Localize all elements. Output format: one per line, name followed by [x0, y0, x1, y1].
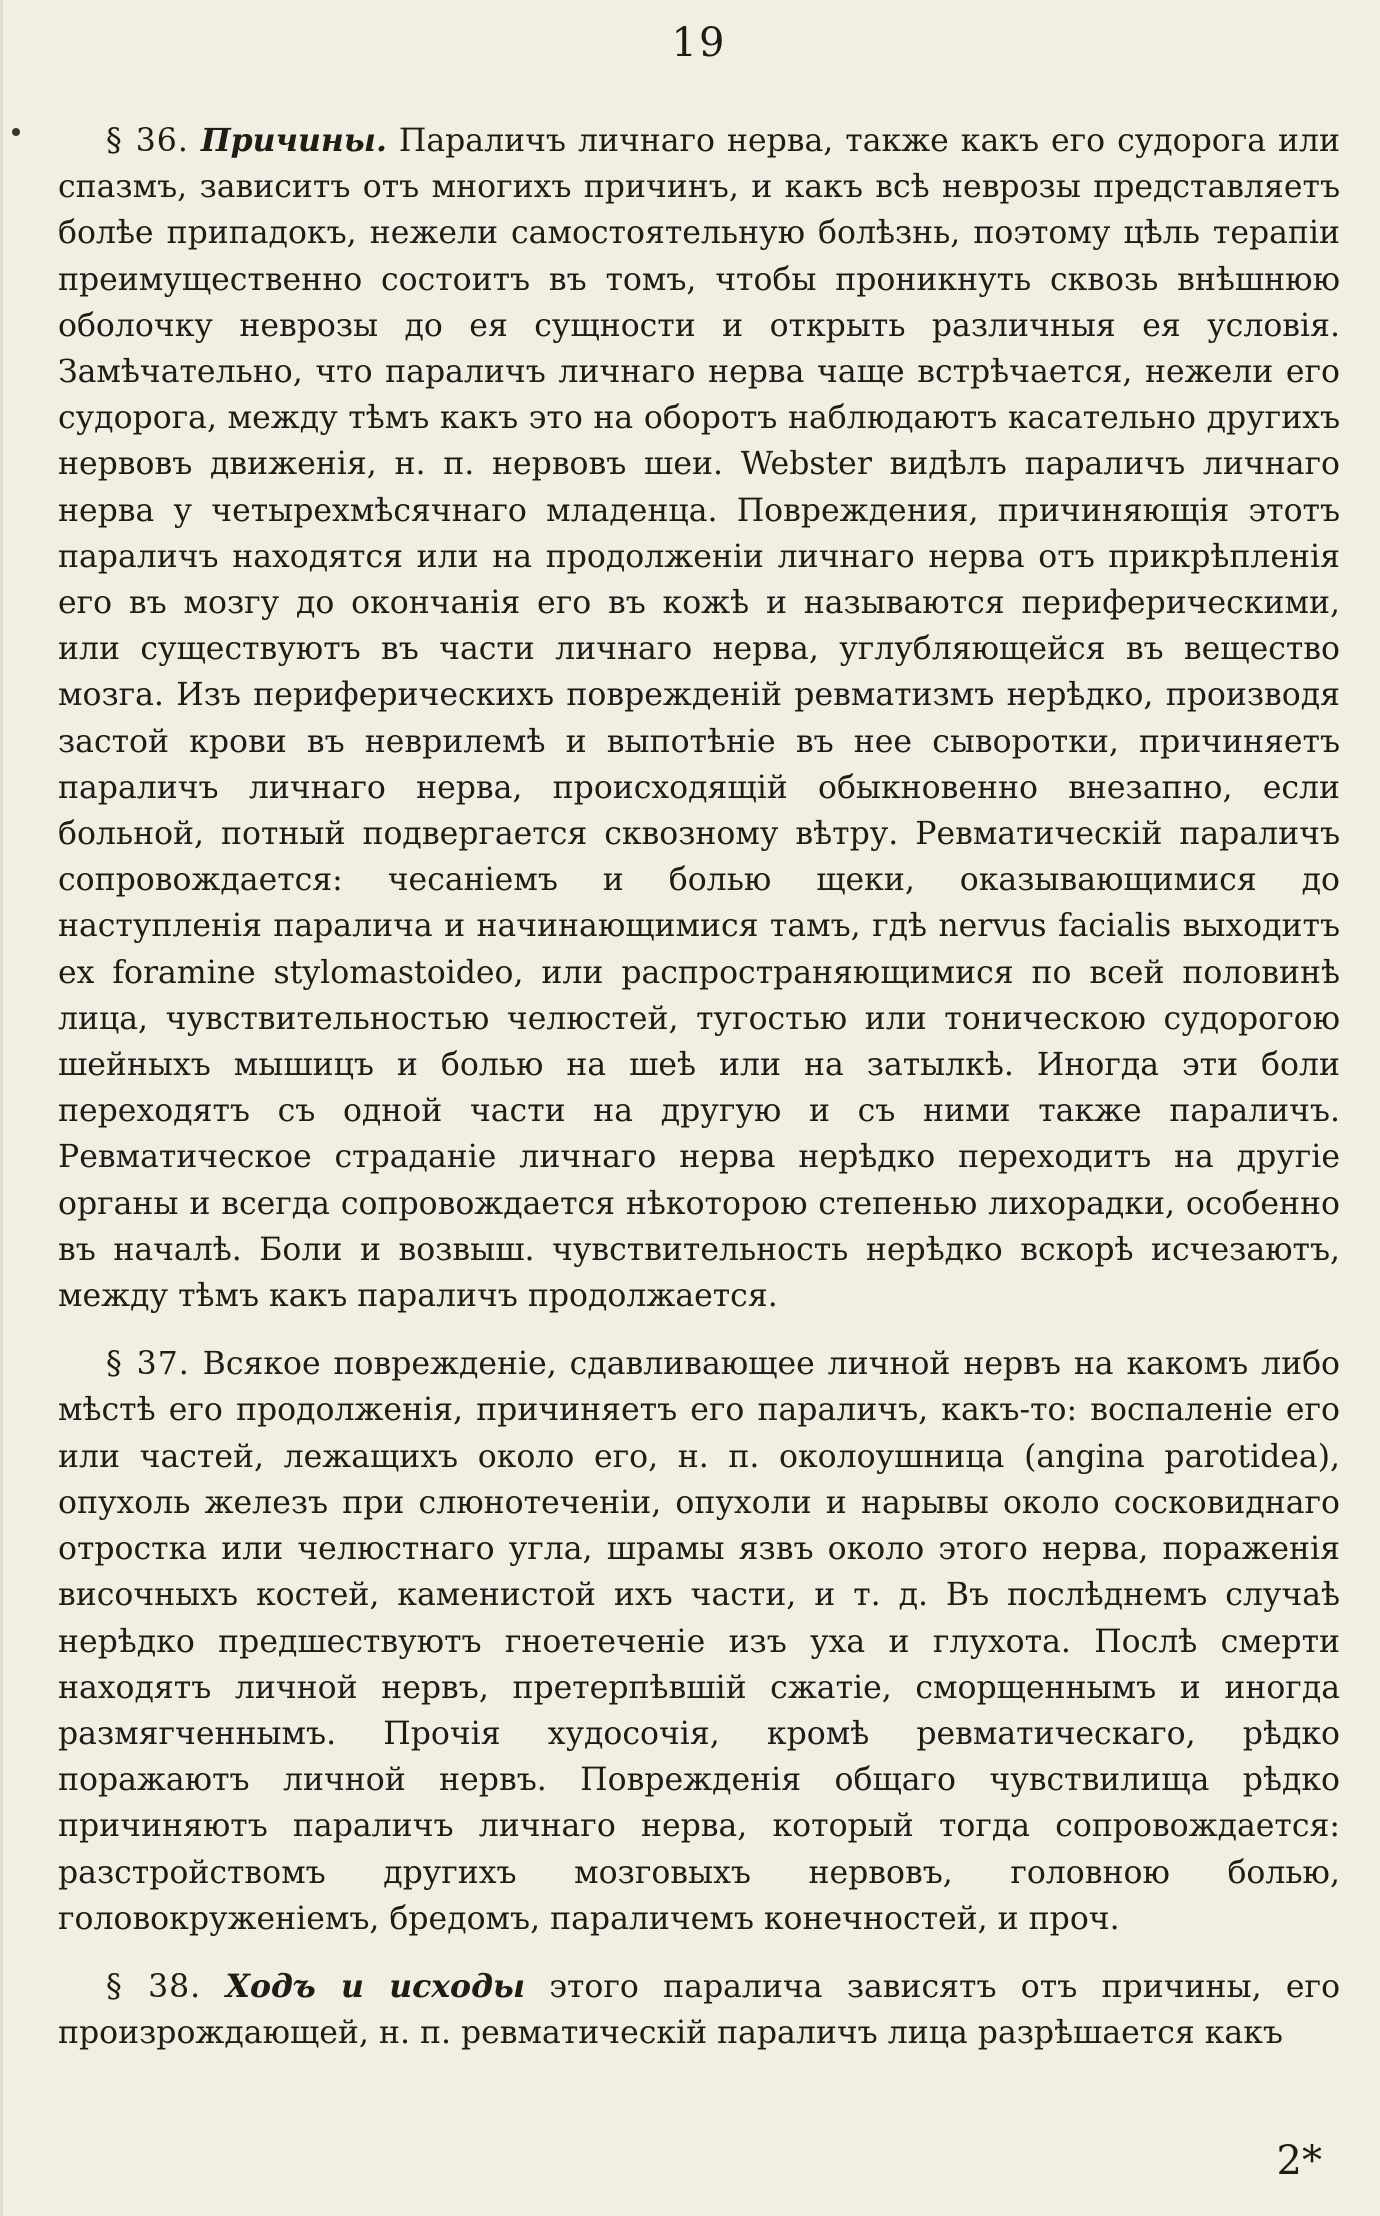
margin-dot: [12, 128, 20, 136]
section-37: [58, 1341, 1340, 1942]
body-text: [58, 118, 1340, 2078]
section-36-mark: § 36.: [106, 123, 189, 159]
section-37-text: Всякое поврежденіе, сдавливающее личной нервъ на какомъ либо мѣстѣ его продолженія, причиняетъ его параличъ, какъ-то: воспаленіе его или частей, лежащихъ около его, н. п. околоушница (angina parotidea), опухоль железъ при слюнотеченіи, опухоли и нарывы около сосковиднаго отростка или челюстнаго угла, шрамы язвъ около этого нерва, пораженія височныхъ костей, каменистой ихъ части, и т. д. Въ послѣднемъ случаѣ нерѣдко предшествуютъ гноетеченіе изъ уха и глухота. Послѣ смерти находятъ личной нервъ, претерпѣвшій сжатіе, сморщеннымъ и иногда размягченнымъ. Прочія худосочія, кромѣ ревматическаго, рѣдко поражаютъ личной нервъ. Поврежденія общаго чувствилища рѣдко причиняютъ параличъ личнаго нерва, который тогда сопровождается: разстройствомъ другихъ мозговыхъ нервовъ, головною болью, головокруженіемъ, бредомъ, параличемъ конечностей, и проч.: [58, 1346, 1340, 1937]
section-36-text: Параличъ личнаго нерва, также какъ его судорога или спазмъ, зависитъ отъ многихъ причинъ, и какъ всѣ неврозы представляетъ болѣе припадокъ, нежели самостоятельную болѣзнь, поэтому цѣль терапіи преимущественно состоитъ въ томъ, чтобы проникнуть сквозь внѣшнюю оболочку неврозы до ея сущности и открыть различныя ея условія. Замѣчательно, что параличъ личнаго нерва чаще встрѣчается, нежели его судорога, между тѣмъ какъ это на оборотъ наблюдаютъ касательно другихъ нервовъ движенія, н. п. нервовъ шеи. Webster видѣлъ параличъ личнаго нерва у четырехмѣсячнаго младенца. Повреждения, причиняющія этотъ параличъ находятся или на продолженіи личнаго нерва отъ прикрѣпленія его въ мозгу до окончанія его въ кожѣ и называются периферическими, или существуютъ въ части личнаго нерва, углубляющейся въ вещество мозга. Изъ периферическихъ поврежденій ревматизмъ нерѣдко, производя застой крови въ неврилемѣ и выпотѣніе въ нее сыворотки, причиняетъ параличъ личнаго нерва, происходящій обыкновенно внезапно, если больной, потный подвергается сквозному вѣтру. Ревматическій параличъ сопровождается: чесаніемъ и болью щеки, оказывающимися до наступленія паралича и начинающимися тамъ, гдѣ nervus facialis выходитъ ex foramine stylomastoideo, или распространяющимися по всей половинѣ лица, чувствительностью челюстей, тугостью или тоническою судорогою шейныхъ мышицъ и болью на шеѣ или на затылкѣ. Иногда эти боли переходятъ съ одной части на другую и съ ними также параличъ. Ревматическое страданіе личнаго нерва нерѣдко переходитъ на другіе органы и всегда сопровождается нѣкоторою степенью лихорадки, особенно въ началѣ. Боли и возвыш. чувствительность нерѣдко вскорѣ исчезаютъ, между тѣмъ какъ параличъ продолжается.: [58, 123, 1340, 1315]
scan-edge-left: [0, 0, 3, 2216]
section-38-text: этого паралича зависятъ отъ причины, его произрождающей, н. п. ревматическій параличъ лица разрѣшается какъ: [58, 1968, 1341, 2052]
book-page: [58, 0, 1340, 2216]
section-36: [58, 118, 1340, 1319]
section-38-mark: § 38.: [106, 1968, 202, 2005]
section-36-title: Причины.: [200, 122, 387, 159]
page-number: 19: [671, 20, 727, 66]
section-38: [58, 1964, 1340, 2056]
section-37-mark: § 37.: [106, 1346, 190, 1383]
section-38-title: Ходъ и исходы: [225, 1967, 526, 2005]
signature-mark: 2*: [1276, 2138, 1322, 2184]
